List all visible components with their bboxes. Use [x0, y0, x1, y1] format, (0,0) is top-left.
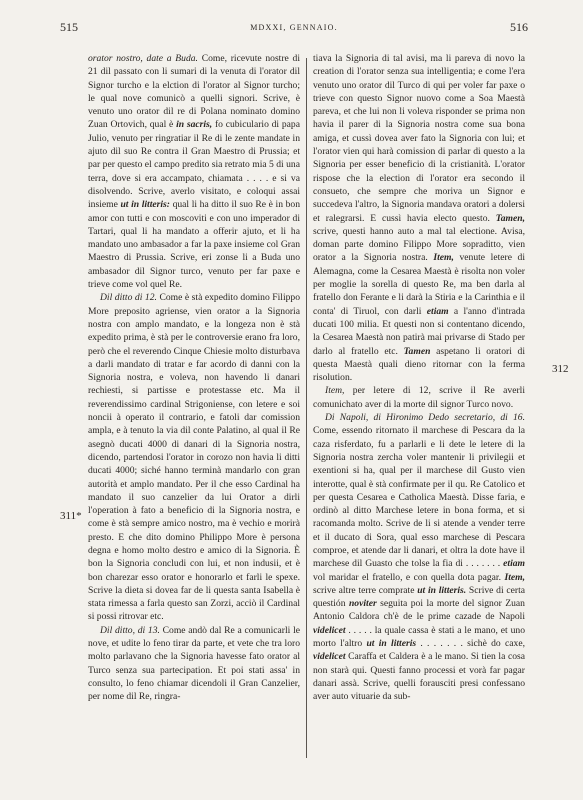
emphasis: in sacris,: [176, 119, 213, 131]
right-page-number: 516: [510, 20, 528, 34]
text: scrive, questi hanno auto a mal tal electione. Avisa, doman parte domino Filippo More sopraditto, vien orator a la Signoria nostra.: [313, 225, 525, 264]
left-margin-number: 311*: [60, 510, 82, 522]
page-header: [60, 20, 528, 40]
paragraph: [313, 52, 525, 384]
emphasis: Tamen: [403, 345, 431, 357]
paragraph: [313, 411, 525, 704]
paragraph: [313, 384, 525, 411]
text: Come, essendo ritornato il marchese di Pescara da la caza risferdato, fu a parlarli e li dete le letere di la Signoria nostra zercha voler mantenir li privilegii et exentioni si ha, qual per il marchese dil Gusto vien interotte, qual è stà confirmate per il qu. Re Catolico et per questa Cesarea e Catholica Maestà. Disse faria, e ordinò al ditto Marchese letere in bona forma, et si racomanda molto. Scrive de li si atende a vender terre et il ducato di Sora, qual esso marchese di Pescara comproe, et atende dar li danari, et oltra la dote have il marchese dil Guasto che tolse la fia di . . . . . . .: [313, 425, 525, 570]
italic-phrase: Item,: [325, 385, 345, 397]
emphasis: videlicet: [313, 651, 346, 663]
emphasis: etiam: [503, 558, 525, 570]
paragraph: [88, 291, 300, 623]
text: a l'anno d'intrada ducati 100 milia. Et questi non si contentano dicendo, la Cesarea Maestà non patirà mai privarse di Stado per darlo al fratello etc.: [313, 305, 525, 357]
text: vol maridar el fratello, e con quella dota pagar.: [313, 571, 505, 583]
running-head: MDXXI, GENNAIO.: [250, 23, 338, 32]
italic-phrase: Di Napoli, di Hironimo Dedo secretario, di 16.: [325, 412, 525, 424]
text: . . . . . la quale cassa è stati a le mano, et uno morto l'altro: [313, 624, 525, 650]
emphasis: etiam: [426, 305, 449, 317]
text: Come andò dal Re a comunicarli le nove, et udite lo feno tirar da parte, et vete che tra loro molto parlavano che la Signoria havesse fato orator al Turco senza sua partecipation. Et poi stati assa' in consulto, lo feno chiamar dicendoli il Gran Canzelier, per nome dil Re, ringra-: [88, 624, 300, 703]
text: Come, ricevute nostre di 21 dil passato con li sumari di la venuta di l'orator dil Signor turcho e la elction di l'orator al Signor turcho; le qual nove comunicò a quelli signori. Scrive, è venuto uno orator dil re di Polana nominato domino Zuan Ortovich, qual è: [88, 53, 300, 131]
text: fo cubiculario di papa Julio, venuto per ringratiar il Re di le zente mandate in ajuto dil suo Re contra il Gran Maestro di Prussia; et par per questo el campo predito sia retrato mia 5 di una terra, dove si era accampato, chiamata . . . . e si va disolvendo. Scrive, averlo visitato, e coloqui assai insieme: [88, 119, 300, 211]
text: seguita poi la morte del signor Zuan Antonio Caldora ch'è de le prime cazade de Napoli: [313, 598, 525, 623]
text: per letere di 12, scrive il Re averli comunichato aver di la morte dil signor Turco novo.: [313, 385, 525, 410]
emphasis: Item,: [433, 252, 454, 264]
text: Scrive di certa questión: [313, 584, 525, 610]
emphasis: noviter: [348, 598, 377, 610]
left-page-number: 515: [60, 20, 78, 34]
emphasis: videlicet: [313, 624, 346, 636]
text: . . . . . . . sichè do caxe,: [416, 638, 525, 650]
paragraph: [88, 624, 300, 704]
emphasis: Tamen,: [495, 212, 525, 224]
right-column: [313, 52, 525, 752]
left-column: [88, 52, 300, 752]
italic-phrase: Dil ditto, di 13.: [100, 624, 160, 636]
text: Come è stà expedito domino Filippo More preposito agriense, vien orator a la Signoria nostra con amplo mandato, e la longeza non è stà expedito prima, è stà per le controversie erano fra loro, però che el reverendo Cinque Chiesie molto disturbava a darli mandato di tratar e far acordo di danni con la Signoria nostra, e voleva, non havendo li danari rechiesti, si partisse e protestasse etc. Ma il reverendissimo cardinal Strigoniense, con letere e soi noncii à operato il contrario, e fatoli dar comission ampla, e à tenuto la via dil conte Palatino, al qual il Re asegnò ducati 4000 di danari di la Signoria nostra, dicendo, partendosi l'orator in corozo non havia li ditti ducati 4000; siché hanno terminà mandarlo con gran autorità et amplo mandato. Per il che esso Cardinal ha mandato il suo canzelier da lui Orator a dirli l'operation à fato a beneficio di la Signoria nostra, e come è stà sempre amico nostro, ma è vechio e morirà presto. E che dito domino Philippo More è persona degna e homo molto destro e amico di la Signoria. È bon la Signoria concludi con lui, et non indusii, et è bon charezar esso orator e honorarlo et farli le spexe. Scrive la dieta si dovea far de li questa santa Isabella è stata rimessa a farla questo san Zorzi, acciò il Cardinal si possi ritrovar etc.: [88, 292, 300, 623]
emphasis: ut in litteris: [366, 638, 417, 650]
italic-phrase: Dil ditto di 12.: [100, 292, 157, 304]
text: tiava la Signoria di tal avisi, ma li pareva di novo la creation di l'orator senza sua intelligentia; e come l'era venuto uno orator dil Turco di qui per voler far paxe o trieve con questo Signor nuovo come a Soa Maestà pareva, et che lui non li voleva risponder se prima non havia il parer di la Signoria nostra come sua bona amiga, et cussì dovea aver fato la Signoria con lui; et l'orator vien qui harà comission di parlar di questo a la Signoria per esser beneficio di la cristianità. L'orator rispose che la election di l'orator era secondo il consueto, che sempre che moriva un Signor e succedeva l'altro, la Signoria mandava oratori a dolersi et ralegrarsi. E cussì havia electo questo.: [313, 53, 525, 224]
paragraph: [88, 52, 300, 291]
right-margin-number: 312: [552, 363, 569, 375]
text: qual li ha ditto il suo Re è in bon amor con tutti e con moscoviti e con uno imperador di Tartari, qual li ha mandato a offerir ajuto, et li ha mandato uno ambasador a far la paxe insieme col Gran Maestro di Prussia. Scrive, eri zonse li a Buda uno ambasador dil Signor turco, venuto per far paxe e trieve come vol quel Re.: [88, 199, 300, 291]
text: aspetano li oratori di questa Maestà quali dieno ritornar con la ferma risolution.: [313, 345, 525, 384]
emphasis: Item,: [504, 571, 525, 583]
emphasis: ut in litteris:: [120, 199, 170, 211]
text: Caraffa et Caldera è a le mano. Si tien la cosa non starà qui. Questi fanno processi et vorà far pagar danari assà. Scrive, quelli forausciti presi confessano aver auto vituarie da sub-: [313, 651, 525, 703]
italic-phrase: orator nostro, date a Buda.: [88, 53, 198, 64]
text: venute letere di Alemagna, come la Cesarea Maestà è risolta non voler per moglie la sorella di questo Re, ma ben darla al fratello don Ferante e li darà la Stiria e la Carinthia e il conta' di Tiruol, con darli: [313, 252, 525, 317]
column-divider: [306, 58, 307, 758]
text: scrive altre terre comprate: [313, 584, 418, 596]
emphasis: ut in litteris.: [417, 584, 467, 596]
